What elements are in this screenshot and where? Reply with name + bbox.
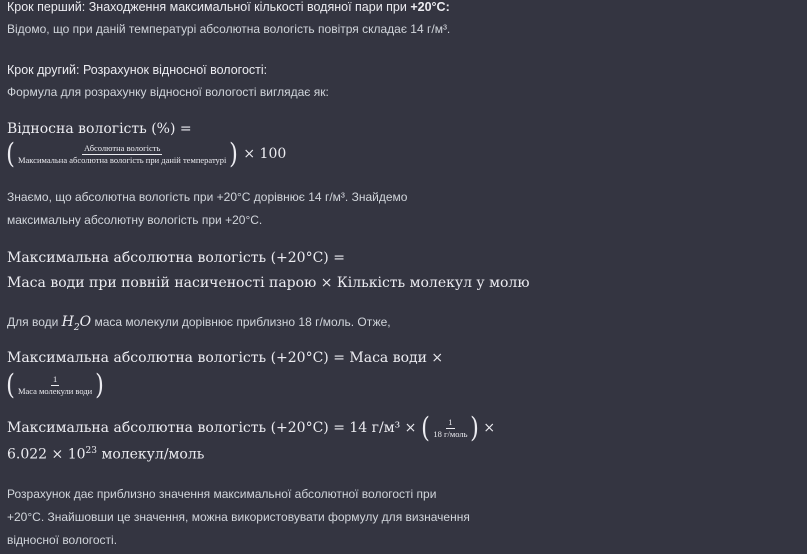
formula2-line1: Максимальна абсолютна вологість (+20°C) = (7, 250, 345, 266)
avogadro-mantissa: 6.022 × 10 (7, 446, 86, 463)
formula4-times: × (483, 420, 496, 436)
para4-line1: Розрахунок дає приблизно значення максимальної абсолютної вологості при (7, 487, 437, 501)
formula4-denominator: 18 г/моль (433, 428, 468, 439)
para2-line1: Знаємо, що абсолютна вологість при +20°C дорівнює 14 г/м³. Знайдемо (7, 190, 408, 204)
step1-heading-temp: +20°C: (410, 0, 450, 14)
right-paren: ) (229, 137, 239, 170)
water-molecule: $H_2O$ (61, 314, 92, 333)
avogadro-exponent: 23 (85, 446, 97, 456)
avogadro-unit: молекул/моль (101, 446, 205, 463)
formula4-line2 (7, 446, 204, 463)
para3-prefix: Для води (7, 315, 59, 329)
left-paren: ( (421, 411, 431, 444)
para3 (7, 314, 391, 333)
formula1-denominator: Максимальна абсолютна вологість при даній температурі (17, 154, 227, 165)
formula2-line2: Маса води при повній насиченості парою × Кількість молекул у молю (7, 275, 530, 291)
formula4-line1 (7, 411, 496, 444)
para3-suffix: маса молекули дорівнює приблизно 18 г/моль. Отже, (94, 315, 391, 329)
formula1-times: × 100 (243, 146, 287, 162)
formula1-lhs: Відносна вологість (%) = (7, 121, 192, 137)
left-paren: ( (6, 137, 15, 170)
step1-heading-prefix: Крок перший: (7, 0, 86, 14)
step2-heading-text: Розрахунок відносної вологості: (82, 63, 268, 77)
step1-text: Відомо, що при даній температурі абсолютна вологість повітря складає 14 г/м³. (7, 22, 451, 36)
right-paren: ) (95, 368, 105, 401)
formula3-fraction (16, 375, 94, 396)
step1-heading (7, 0, 450, 14)
formula4-numerator: 1 (448, 416, 453, 427)
para4-line2: +20°C. Знайшовши це значення, можна використовувати формулу для визначення (7, 510, 470, 524)
step2-heading-prefix: Крок другий: (7, 63, 80, 77)
formula4-fraction (431, 418, 469, 439)
formula3-numerator: 1 (52, 373, 58, 384)
para2-line2: максимальну абсолютну вологість при +20°C. (7, 213, 263, 227)
formula1-fraction (16, 144, 228, 165)
right-paren: ) (470, 411, 480, 444)
formula4-lhs: Максимальна абсолютна вологість (+20°C) = 14 г/м³ × (7, 420, 417, 436)
para4-line3: відносної вологості. (7, 533, 118, 547)
formula1-fraction-row (5, 137, 287, 170)
formula3-fraction-row (5, 368, 105, 401)
step2-intro: Формула для розрахунку відносної вологості виглядає як: (7, 85, 329, 99)
step1-heading-text: Знаходження максимальної кількості водяної пари при (88, 0, 407, 14)
left-paren: ( (6, 368, 15, 401)
formula3-denominator: Маса молекули води (17, 385, 93, 396)
step2-heading (7, 63, 267, 77)
formula1-numerator: Абсолютна вологість (83, 142, 161, 153)
formula3-line1: Максимальна абсолютна вологість (+20°C) = Маса води × (7, 350, 444, 366)
